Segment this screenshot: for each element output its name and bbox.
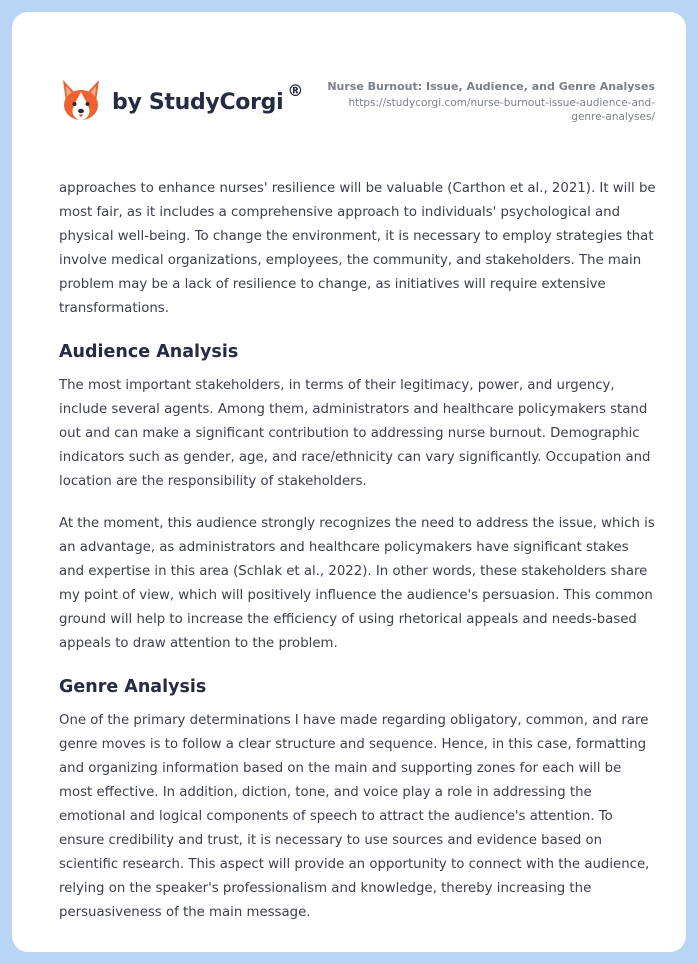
section-heading-genre-analysis: Genre Analysis: [59, 677, 207, 697]
genre-paragraph-1: One of the primary determinations I have made regarding obligatory, common, and rare genre moves is to follow a clear structure and sequence. Hence, in this case, formatting and organizing information based on the main and supporting zones for each will be most effective. In addition, diction, tone, and voice play a role in addressing the emotional and logical components of speech to attract the audience's attention. To ensure credibility and trust, it is necessary to use sources and evidence based on scientific research. This aspect will provide an opportunity to connect with the audience, relying on the speaker's professionalism and knowledge, thereby increasing the persuasiveness of the main message.: [59, 713, 650, 920]
intro-paragraph: approaches to enhance nurses' resilience will be valuable (Carthon et al., 2021). It will be most fair, as it includes a comprehensive approach to individuals' psychological and physical well-being. To change the environment, it is necessary to employ strategies that involve medical organizations, employees, the community, and stakeholders. The main problem may be a lack of resilience to change, as initiatives will require extensive transformations.: [59, 181, 656, 316]
page-header: [12, 12, 686, 152]
audience-paragraph-2: At the moment, this audience strongly recognizes the need to address the issue, which is an advantage, as administrators and healthcare policymakers have significant stakes and expertise in this area (Schlak et al., 2022). In other words, these stakeholders share my point of view, which will positively influence the audience's persuasion. This common ground will help to increase the efficiency of using rhetorical appeals and needs-based appeals to draw attention to the problem.: [59, 516, 655, 651]
studycorgi-logo[interactable]: [60, 76, 303, 124]
document-body: [59, 177, 657, 943]
document-url[interactable]: https://studycorgi.com/nurse-burnout-issue-audience-and-genre-analyses/: [348, 97, 655, 123]
document-meta: [315, 80, 655, 124]
document-title: Nurse Burnout: Issue, Audience, and Genre Analyses: [327, 80, 655, 93]
corgi-head-icon: [60, 78, 102, 122]
document-page: [12, 12, 686, 952]
audience-paragraph-1: The most important stakeholders, in terms of their legitimacy, power, and urgency, include several agents. Among them, administrators and healthcare policymakers stand out and can make a significant contribution to addressing nurse burnout. Demographic indicators such as gender, age, and race/ethnicity can vary significantly. Occupation and location are the responsibility of stakeholders.: [59, 378, 651, 489]
logo-text: by StudyCorgi: [112, 89, 284, 115]
registered-mark: ®: [287, 80, 304, 100]
section-heading-audience-analysis: Audience Analysis: [59, 342, 239, 362]
